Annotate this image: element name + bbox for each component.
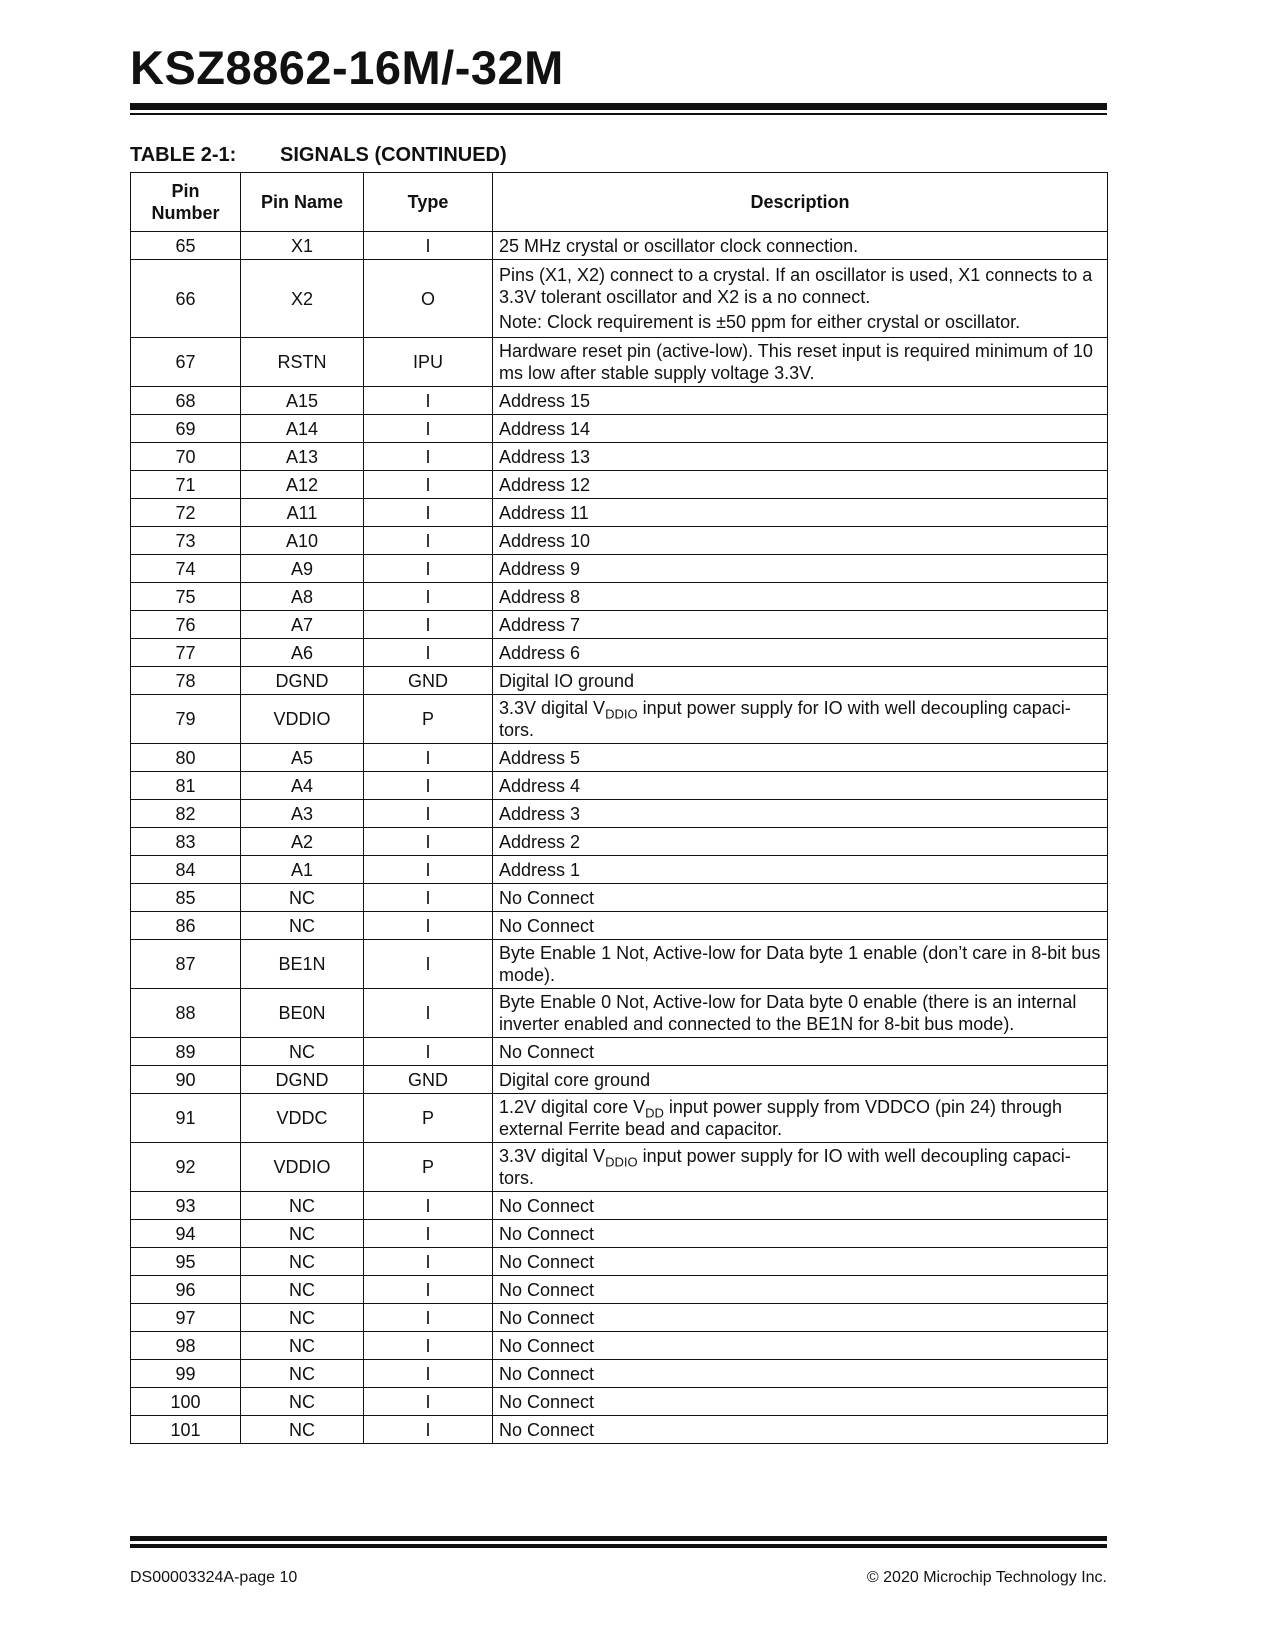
description-text: Address 14: [499, 418, 591, 439]
pin-name-cell: VDDIO: [241, 695, 364, 744]
pin-number-cell: 95: [131, 1248, 241, 1276]
type-cell: I: [364, 912, 493, 940]
table-row: [131, 989, 1108, 1038]
description-text: No Connect: [499, 1251, 595, 1272]
pin-name-cell: NC: [241, 1304, 364, 1332]
pin-name-cell: A7: [241, 611, 364, 639]
description-cell: [493, 695, 1108, 744]
pin-number-cell: 73: [131, 527, 241, 555]
pin-number-cell: 94: [131, 1220, 241, 1248]
table-row: [131, 940, 1108, 989]
description-cell: [493, 499, 1108, 527]
description-text: No Connect: [499, 1223, 595, 1244]
description-text: Hardware reset pin (active-low). This reset input is required minimum of 10 ms low after stable supply voltage 3.3V.: [499, 341, 1093, 383]
table-row: [131, 1360, 1108, 1388]
pin-number-cell: 69: [131, 415, 241, 443]
description-cell: [493, 667, 1108, 695]
pin-name-cell: RSTN: [241, 338, 364, 387]
pin-name-cell: DGND: [241, 667, 364, 695]
pin-name-cell: A1: [241, 856, 364, 884]
pin-number-cell: 97: [131, 1304, 241, 1332]
table-row: [131, 1304, 1108, 1332]
pin-number-cell: 66: [131, 260, 241, 338]
col-header-description: Description: [493, 173, 1108, 232]
pin-name-cell: NC: [241, 1388, 364, 1416]
table-row: [131, 1276, 1108, 1304]
type-cell: GND: [364, 1066, 493, 1094]
pin-name-cell: VDDIO: [241, 1143, 364, 1192]
pin-number-cell: 71: [131, 471, 241, 499]
pin-name-cell: A8: [241, 583, 364, 611]
description-text: Digital core ground: [499, 1069, 651, 1090]
pin-name-cell: BE1N: [241, 940, 364, 989]
type-cell: I: [364, 499, 493, 527]
pin-name-cell: A11: [241, 499, 364, 527]
pin-name-cell: NC: [241, 1276, 364, 1304]
description-cell: [493, 1304, 1108, 1332]
table-row: [131, 1388, 1108, 1416]
pin-number-cell: 91: [131, 1094, 241, 1143]
table-row: [131, 1094, 1108, 1143]
type-cell: I: [364, 800, 493, 828]
description-cell: [493, 989, 1108, 1038]
type-cell: I: [364, 1360, 493, 1388]
type-cell: I: [364, 1276, 493, 1304]
pin-name-cell: A9: [241, 555, 364, 583]
description-text: Address 12: [499, 474, 591, 495]
description-text: Address 10: [499, 530, 591, 551]
description-text: Address 15: [499, 390, 591, 411]
type-cell: P: [364, 1143, 493, 1192]
type-cell: I: [364, 1416, 493, 1444]
table-row: [131, 1416, 1108, 1444]
description-cell: [493, 232, 1108, 260]
pin-name-cell: NC: [241, 912, 364, 940]
pin-name-cell: A15: [241, 387, 364, 415]
footer-doc-id: DS00003324A-page 10: [130, 1569, 298, 1586]
signals-table: [130, 172, 1108, 1444]
description-text: 1.2V digital core V: [499, 1097, 646, 1117]
description-text: Address 2: [499, 831, 581, 852]
description-cell: [493, 260, 1108, 338]
description-text: Address 13: [499, 446, 591, 467]
table-row: [131, 884, 1108, 912]
type-cell: I: [364, 1220, 493, 1248]
description-cell: [493, 856, 1108, 884]
pin-name-cell: A12: [241, 471, 364, 499]
description-text: No Connect: [499, 1419, 595, 1440]
table-caption: [130, 144, 507, 167]
table-row: [131, 1066, 1108, 1094]
description-cell: [493, 415, 1108, 443]
pin-number-cell: 98: [131, 1332, 241, 1360]
description-cell: [493, 1066, 1108, 1094]
pin-number-cell: 90: [131, 1066, 241, 1094]
description-text: Digital IO ground: [499, 670, 635, 691]
table-row: [131, 1143, 1108, 1192]
type-cell: I: [364, 471, 493, 499]
description-cell: [493, 772, 1108, 800]
pin-name-cell: A13: [241, 443, 364, 471]
description-subscript: DDIO: [605, 706, 638, 722]
pin-name-cell: A2: [241, 828, 364, 856]
table-row: [131, 744, 1108, 772]
description-cell: [493, 1248, 1108, 1276]
table-row: [131, 772, 1108, 800]
pin-name-cell: DGND: [241, 1066, 364, 1094]
description-text: Address 5: [499, 747, 581, 768]
pin-number-cell: 70: [131, 443, 241, 471]
pin-number-cell: 88: [131, 989, 241, 1038]
table-row: [131, 1220, 1108, 1248]
pin-number-cell: 65: [131, 232, 241, 260]
pin-number-cell: 93: [131, 1192, 241, 1220]
description-cell: [493, 828, 1108, 856]
description-cell: [493, 1276, 1108, 1304]
pin-number-cell: 84: [131, 856, 241, 884]
pin-name-cell: NC: [241, 1038, 364, 1066]
description-cell: [493, 1143, 1108, 1192]
type-cell: I: [364, 989, 493, 1038]
pin-number-cell: 77: [131, 639, 241, 667]
description-cell: [493, 1220, 1108, 1248]
pin-name-cell: VDDC: [241, 1094, 364, 1143]
description-cell: [493, 744, 1108, 772]
pin-name-cell: NC: [241, 1332, 364, 1360]
header-rule-thin: [130, 113, 1107, 115]
type-cell: P: [364, 1094, 493, 1143]
type-cell: I: [364, 443, 493, 471]
description-text: Address 1: [499, 859, 581, 880]
type-cell: I: [364, 527, 493, 555]
type-cell: O: [364, 260, 493, 338]
description-cell: [493, 1094, 1108, 1143]
footer-rule-thick: [130, 1536, 1107, 1541]
table-row: [131, 800, 1108, 828]
table-caption-title: SIGNALS (CONTINUED): [280, 144, 507, 166]
description-cell: [493, 1388, 1108, 1416]
description-text: input power supply for IO with well decoupling capaci-tors.: [499, 1146, 1071, 1188]
type-cell: I: [364, 940, 493, 989]
description-cell: [493, 1416, 1108, 1444]
type-cell: IPU: [364, 338, 493, 387]
description-cell: [493, 527, 1108, 555]
table-row: [131, 415, 1108, 443]
type-cell: GND: [364, 667, 493, 695]
description-text: No Connect: [499, 1335, 595, 1356]
col-header-pin-name: Pin Name: [241, 173, 364, 232]
description-cell: [493, 884, 1108, 912]
description-text: 25 MHz crystal or oscillator clock connection.: [499, 235, 859, 256]
description-cell: [493, 387, 1108, 415]
pin-number-cell: 99: [131, 1360, 241, 1388]
pin-number-cell: 89: [131, 1038, 241, 1066]
document-title: KSZ8862-16M/-32M: [130, 41, 564, 94]
pin-name-cell: NC: [241, 1360, 364, 1388]
table-row: [131, 260, 1108, 338]
type-cell: I: [364, 1332, 493, 1360]
description-cell: [493, 611, 1108, 639]
table-body: [131, 232, 1108, 1444]
table-row: [131, 1038, 1108, 1066]
type-cell: I: [364, 856, 493, 884]
pin-number-cell: 74: [131, 555, 241, 583]
description-text: Address 7: [499, 614, 581, 635]
description-text: Byte Enable 0 Not, Active-low for Data byte 0 enable (there is an internal inverter enabled and connected to the BE1N for 8-bit bus mode).: [499, 992, 1077, 1034]
table-row: [131, 695, 1108, 744]
pin-name-cell: NC: [241, 1192, 364, 1220]
table-row: [131, 443, 1108, 471]
description-text: Address 3: [499, 803, 581, 824]
table-row: [131, 667, 1108, 695]
description-cell: [493, 555, 1108, 583]
col-header-type: Type: [364, 173, 493, 232]
type-cell: I: [364, 1038, 493, 1066]
description-subscript: DD: [645, 1105, 664, 1121]
description-text: No Connect: [499, 1363, 595, 1384]
pin-name-cell: A3: [241, 800, 364, 828]
pin-number-cell: 79: [131, 695, 241, 744]
pin-name-cell: X2: [241, 260, 364, 338]
pin-number-cell: 80: [131, 744, 241, 772]
pin-name-cell: NC: [241, 1220, 364, 1248]
description-cell: [493, 912, 1108, 940]
pin-name-cell: A5: [241, 744, 364, 772]
type-cell: I: [364, 884, 493, 912]
pin-name-cell: BE0N: [241, 989, 364, 1038]
pin-number-cell: 83: [131, 828, 241, 856]
pin-name-cell: A6: [241, 639, 364, 667]
description-text: No Connect: [499, 915, 595, 936]
description-text: 3.3V digital V: [499, 698, 606, 718]
table-row: [131, 232, 1108, 260]
table-row: [131, 387, 1108, 415]
description-text: No Connect: [499, 1195, 595, 1216]
description-cell: [493, 800, 1108, 828]
pin-name-cell: A4: [241, 772, 364, 800]
description-cell: [493, 471, 1108, 499]
description-text: No Connect: [499, 1279, 595, 1300]
description-cell: [493, 583, 1108, 611]
table-row: [131, 527, 1108, 555]
description-cell: [493, 1038, 1108, 1066]
pin-name-cell: NC: [241, 884, 364, 912]
description-text: Address 8: [499, 586, 581, 607]
table-row: [131, 471, 1108, 499]
type-cell: I: [364, 583, 493, 611]
table-row: [131, 1248, 1108, 1276]
table-row: [131, 555, 1108, 583]
type-cell: I: [364, 232, 493, 260]
description-note: Note: Clock requirement is ±50 ppm for either crystal or oscillator.: [499, 312, 1021, 332]
table-row: [131, 912, 1108, 940]
description-text: Address 4: [499, 775, 581, 796]
description-cell: [493, 639, 1108, 667]
description-text: No Connect: [499, 887, 595, 908]
type-cell: I: [364, 1304, 493, 1332]
description-text: No Connect: [499, 1391, 595, 1412]
description-text: Address 6: [499, 642, 581, 663]
pin-number-cell: 101: [131, 1416, 241, 1444]
pin-number-cell: 100: [131, 1388, 241, 1416]
table-row: [131, 338, 1108, 387]
type-cell: I: [364, 415, 493, 443]
type-cell: I: [364, 387, 493, 415]
type-cell: I: [364, 611, 493, 639]
description-text: input power supply from VDDCO (pin 24) through external Ferrite bead and capacitor.: [499, 1097, 1063, 1139]
pin-number-cell: 86: [131, 912, 241, 940]
pin-number-cell: 78: [131, 667, 241, 695]
pin-name-cell: A14: [241, 415, 364, 443]
description-cell: [493, 1360, 1108, 1388]
pin-number-cell: 82: [131, 800, 241, 828]
table-row: [131, 828, 1108, 856]
type-cell: I: [364, 639, 493, 667]
type-cell: P: [364, 695, 493, 744]
description-text: Address 11: [499, 502, 589, 523]
description-text: input power supply for IO with well decoupling capaci-tors.: [499, 698, 1071, 740]
description-cell: [493, 1192, 1108, 1220]
header-rule-thick: [130, 103, 1107, 110]
type-cell: I: [364, 1388, 493, 1416]
description-text: Pins (X1, X2) connect to a crystal. If an oscillator is used, X1 connects to a 3.3V tolerant oscillator and X2 is a no connect.: [499, 265, 1093, 307]
pin-number-cell: 92: [131, 1143, 241, 1192]
type-cell: I: [364, 828, 493, 856]
type-cell: I: [364, 772, 493, 800]
pin-number-cell: 67: [131, 338, 241, 387]
pin-number-cell: 72: [131, 499, 241, 527]
description-cell: [493, 338, 1108, 387]
pin-number-cell: 96: [131, 1276, 241, 1304]
pin-number-cell: 87: [131, 940, 241, 989]
description-text: Byte Enable 1 Not, Active-low for Data byte 1 enable (don’t care in 8-bit bus mode).: [499, 943, 1101, 985]
description-text: 3.3V digital V: [499, 1146, 606, 1166]
type-cell: I: [364, 1192, 493, 1220]
pin-number-cell: 68: [131, 387, 241, 415]
table-row: [131, 1192, 1108, 1220]
table-row: [131, 499, 1108, 527]
pin-name-cell: A10: [241, 527, 364, 555]
pin-number-cell: 75: [131, 583, 241, 611]
description-cell: [493, 443, 1108, 471]
table-row: [131, 583, 1108, 611]
table-row: [131, 856, 1108, 884]
table-row: [131, 1332, 1108, 1360]
pin-number-cell: 76: [131, 611, 241, 639]
pin-name-cell: NC: [241, 1416, 364, 1444]
description-subscript: DDIO: [605, 1154, 638, 1170]
table-header-row: [131, 173, 1108, 232]
pin-number-cell: 85: [131, 884, 241, 912]
pin-name-cell: X1: [241, 232, 364, 260]
description-cell: [493, 1332, 1108, 1360]
description-text: No Connect: [499, 1307, 595, 1328]
table-row: [131, 639, 1108, 667]
footer-copyright: © 2020 Microchip Technology Inc.: [866, 1569, 1107, 1586]
table-row: [131, 611, 1108, 639]
type-cell: I: [364, 744, 493, 772]
description-cell: [493, 940, 1108, 989]
pin-name-cell: NC: [241, 1248, 364, 1276]
description-text: Address 9: [499, 558, 581, 579]
footer-rule-thin: [130, 1544, 1107, 1548]
type-cell: I: [364, 1248, 493, 1276]
col-header-pin-number: Pin Number: [131, 173, 241, 232]
pin-number-cell: 81: [131, 772, 241, 800]
type-cell: I: [364, 555, 493, 583]
description-text: No Connect: [499, 1041, 595, 1062]
table-caption-number: TABLE 2-1:: [130, 144, 237, 166]
